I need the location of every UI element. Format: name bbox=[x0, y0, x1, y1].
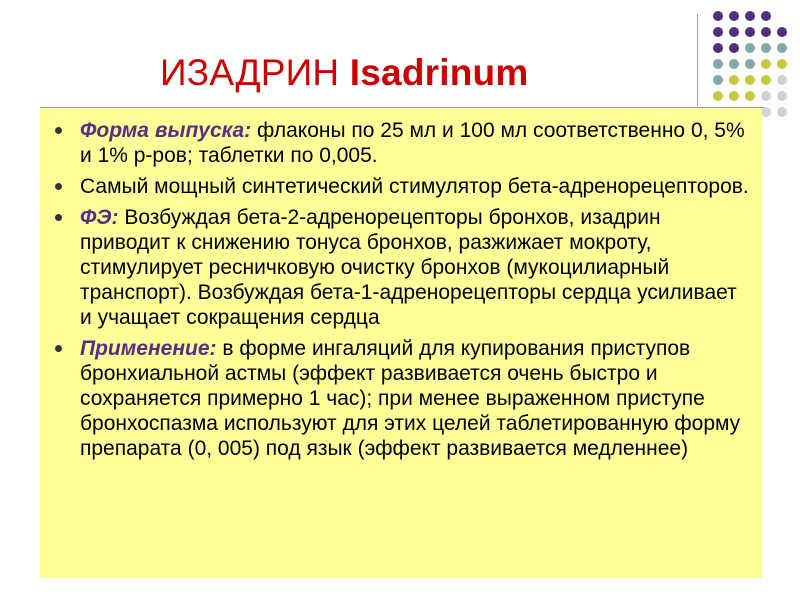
dot bbox=[713, 11, 723, 21]
dot bbox=[713, 43, 723, 53]
dot bbox=[745, 75, 755, 85]
dot bbox=[713, 59, 723, 69]
bullet-icon bbox=[55, 214, 62, 221]
dot bbox=[729, 27, 739, 37]
dot bbox=[745, 59, 755, 69]
bullet-list bbox=[80, 118, 754, 461]
dot bbox=[713, 75, 723, 85]
dot bbox=[729, 75, 739, 85]
decorative-dot-grid bbox=[712, 10, 792, 120]
dot bbox=[729, 59, 739, 69]
item-text: Самый мощный синтетический стимулятор бета-адренорецепторов. bbox=[80, 175, 749, 198]
dot bbox=[761, 91, 771, 101]
dot bbox=[729, 11, 739, 21]
item-text: Возбуждая бета-2-адренорецепторы бронхов, изадрин приводит к снижению тонуса бронхов, разжижает мокроту, стимулирует ресничковую очистку бронхов (мукоцилиарный транспорт). Возбуждая бета-1-адренорецепторы сердца усиливает и учащает сокращения сердца bbox=[80, 206, 737, 329]
dot bbox=[745, 43, 755, 53]
item-lead: ФЭ: bbox=[80, 206, 119, 229]
dot bbox=[729, 43, 739, 53]
bullet-icon bbox=[55, 345, 62, 352]
dot bbox=[745, 27, 755, 37]
dot bbox=[777, 107, 787, 117]
dot bbox=[777, 91, 787, 101]
dot bbox=[761, 27, 771, 37]
list-item-form bbox=[80, 118, 754, 168]
item-lead: Применение: bbox=[80, 337, 217, 360]
dot bbox=[713, 91, 723, 101]
dot bbox=[761, 11, 771, 21]
dot bbox=[729, 91, 739, 101]
content-panel bbox=[40, 108, 762, 578]
title-latin: Isadrinum bbox=[349, 52, 529, 93]
dot bbox=[777, 59, 787, 69]
dot bbox=[761, 43, 771, 53]
dot bbox=[777, 43, 787, 53]
list-item-description bbox=[80, 174, 754, 199]
title-main: ИЗАДРИН bbox=[160, 52, 340, 93]
dot bbox=[713, 27, 723, 37]
dot bbox=[777, 27, 787, 37]
bullet-icon bbox=[55, 183, 62, 190]
item-lead: Форма выпуска: bbox=[80, 119, 252, 142]
item-text: флаконы по 25 мл и 100 мл соответственно 0, 5% и 1% р-ров; таблетки по 0,005. bbox=[80, 119, 745, 167]
slide-title bbox=[160, 52, 528, 94]
list-item-usage bbox=[80, 336, 754, 461]
dot bbox=[745, 91, 755, 101]
dot bbox=[761, 75, 771, 85]
item-text: в форме ингаляций для купирования приступов бронхиальной астмы (эффект развивается очень быстро и сохраняется примерно 1 час); при менее выраженном приступе бронхоспазма используют для этих целей таблетированную форму препарата (0, 005) под язык (эффект развивается медленнее) bbox=[80, 337, 741, 460]
list-item-effects bbox=[80, 205, 754, 330]
dot bbox=[761, 107, 771, 117]
vertical-divider bbox=[697, 14, 698, 106]
bullet-icon bbox=[55, 127, 62, 134]
dot bbox=[745, 11, 755, 21]
dot bbox=[761, 59, 771, 69]
dot bbox=[777, 75, 787, 85]
